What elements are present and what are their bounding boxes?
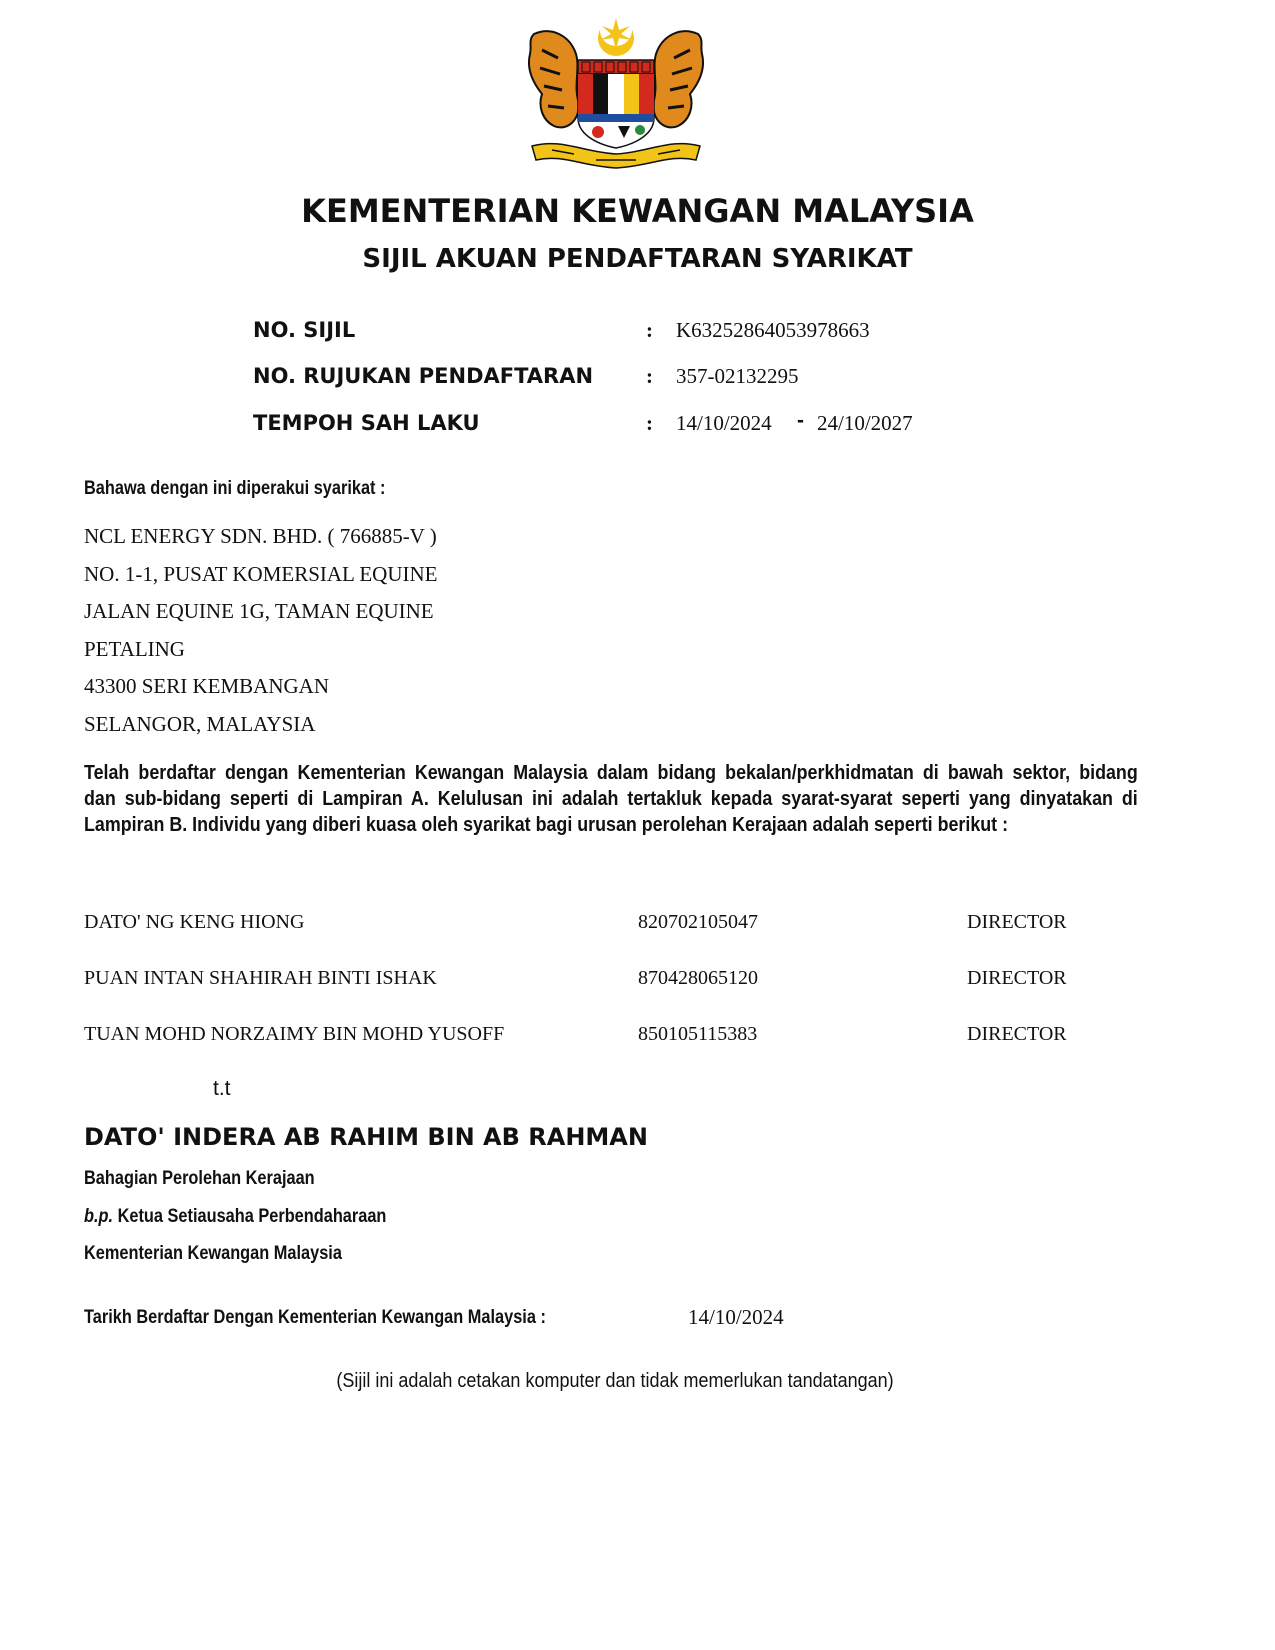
signatory-ministry: Kementerian Kewangan Malaysia xyxy=(84,1243,342,1264)
certificate-title: SIJIL AKUAN PENDAFTARAN SYARIKAT xyxy=(362,244,913,274)
registration-statement xyxy=(84,760,1138,838)
address-line: SELANGOR, MALAYSIA xyxy=(84,712,316,736)
person-role: DIRECTOR xyxy=(967,911,1067,933)
signatory-division: Bahagian Perolehan Kerajaan xyxy=(84,1168,315,1189)
tempoh-to: 24/10/2027 xyxy=(817,411,913,435)
person-ic: 850105115383 xyxy=(638,1023,758,1045)
person-name: DATO' NG KENG HIONG xyxy=(84,911,305,933)
address-line: 43300 SERI KEMBANGAN xyxy=(84,674,330,698)
coat-of-arms-icon xyxy=(512,14,720,176)
address-line: PETALING xyxy=(84,637,185,661)
registration-date: 14/10/2024 xyxy=(688,1305,784,1329)
colon: : xyxy=(646,411,653,435)
company-name: NCL ENERGY SDN. BHD. ( 766885-V ) xyxy=(84,524,437,548)
statement-line: Lampiran B. Individu yang diberi kuasa oleh syarikat bagi urusan perolehan Kerajaan adalah seperti berikut : xyxy=(84,814,1009,836)
address-line: NO. 1-1, PUSAT KOMERSIAL EQUINE xyxy=(84,562,438,586)
person-name: PUAN INTAN SHAHIRAH BINTI ISHAK xyxy=(84,967,437,989)
signatory-name: DATO' INDERA AB RAHIM BIN AB RAHMAN xyxy=(84,1123,648,1151)
date-range-dash: - xyxy=(797,409,804,432)
person-ic: 870428065120 xyxy=(638,967,758,989)
person-name: TUAN MOHD NORZAIMY BIN MOHD YUSOFF xyxy=(84,1023,505,1045)
certify-intro: Bahawa dengan ini diperakui syarikat : xyxy=(84,478,386,499)
colon: : xyxy=(646,318,653,342)
tempoh-from: 14/10/2024 xyxy=(676,411,772,435)
statement-line: dan sub-bidang seperti di Lampiran A. Kelulusan ini adalah tertakluk kepada syarat-syarat seperti yang dinyatakan di xyxy=(84,788,1138,810)
no-sijil-label: NO. SIJIL xyxy=(253,318,356,342)
no-sijil-value: K63252864053978663 xyxy=(676,318,870,342)
address-line: JALAN EQUINE 1G, TAMAN EQUINE xyxy=(84,599,434,623)
colon: : xyxy=(646,364,653,388)
person-role: DIRECTOR xyxy=(967,1023,1067,1045)
computer-generated-note: (Sijil ini adalah cetakan komputer dan tidak memerlukan tandatangan) xyxy=(336,1370,894,1392)
bp-abbrev: b.p. xyxy=(84,1206,114,1227)
person-role: DIRECTOR xyxy=(967,967,1067,989)
no-rujukan-value: 357-02132295 xyxy=(676,364,799,388)
tempoh-label: TEMPOH SAH LAKU xyxy=(253,411,480,435)
tt-mark: t.t xyxy=(213,1077,231,1100)
no-rujukan-label: NO. RUJUKAN PENDAFTARAN xyxy=(253,364,594,388)
registration-date-label: Tarikh Berdaftar Dengan Kementerian Kewangan Malaysia : xyxy=(84,1307,546,1328)
ministry-title: KEMENTERIAN KEWANGAN MALAYSIA xyxy=(301,192,974,230)
on-behalf-title: Ketua Setiausaha Perbendaharaan xyxy=(117,1206,387,1227)
statement-line: Telah berdaftar dengan Kementerian Kewangan Malaysia dalam bidang bekalan/perkhidmatan di bawah sektor, bidang xyxy=(84,762,1138,784)
signatory-on-behalf xyxy=(84,1206,386,1228)
person-ic: 820702105047 xyxy=(638,911,758,933)
